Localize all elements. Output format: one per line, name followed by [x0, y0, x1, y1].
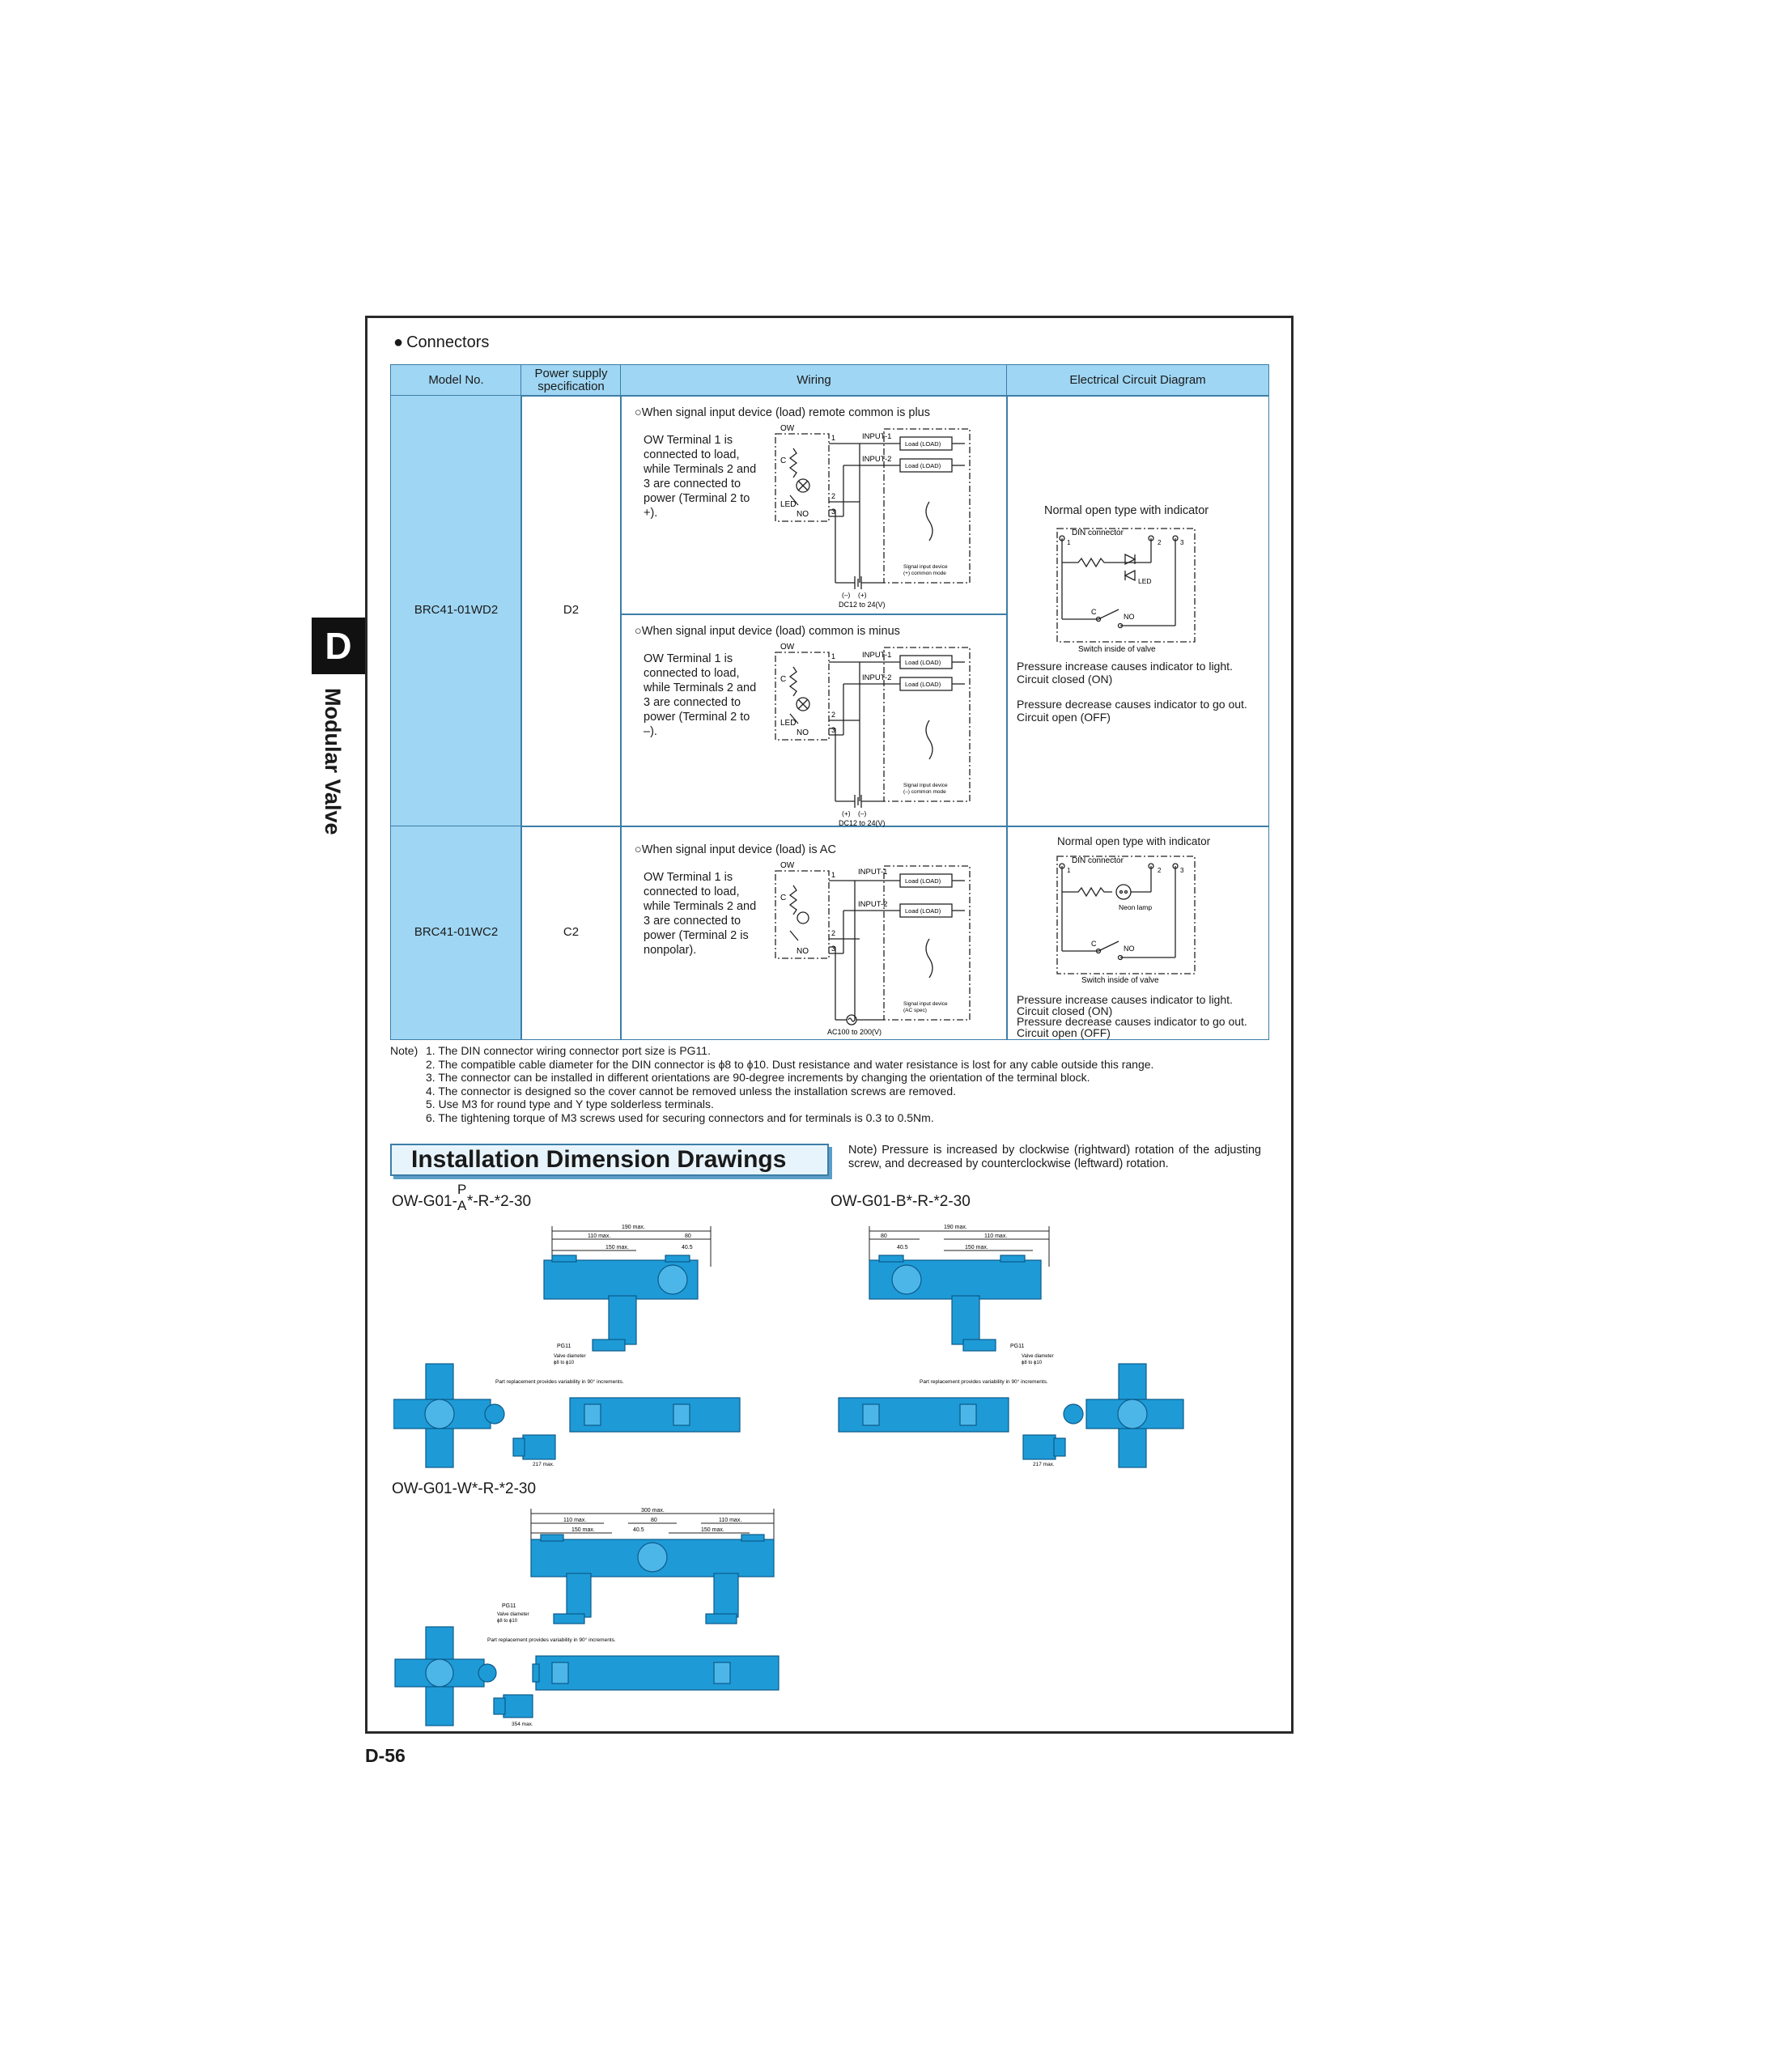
svg-text:OW: OW	[780, 424, 795, 433]
section-tab: D	[312, 618, 365, 674]
connectors-heading: ● Connectors	[393, 333, 490, 351]
svg-text:40.5: 40.5	[633, 1527, 644, 1533]
svg-text:Part replacement provides vari: Part replacement provides variability in 90° increments.	[487, 1637, 616, 1643]
svg-text:LED: LED	[780, 500, 797, 509]
svg-text:110 max.: 110 max.	[563, 1518, 587, 1523]
svg-text:300 max.: 300 max.	[641, 1508, 665, 1514]
svg-text:150 max.: 150 max.	[571, 1527, 595, 1533]
svg-text:110 max.: 110 max.	[719, 1518, 742, 1523]
drawing1	[393, 1218, 766, 1469]
svg-text:Load (LOAD): Load (LOAD)	[905, 877, 941, 885]
connectors-table	[390, 364, 1269, 1040]
drawing2	[831, 1218, 1211, 1469]
svg-text:2: 2	[831, 492, 836, 500]
svg-text:INPUT-2: INPUT-2	[858, 900, 888, 909]
svg-text:Part replacement provides vari: Part replacement provides variability in 90° increments.	[920, 1379, 1048, 1385]
svg-text:110 max.: 110 max.	[588, 1233, 611, 1239]
svg-text:150 max.: 150 max.	[701, 1527, 724, 1533]
svg-text:190 max.: 190 max.	[944, 1225, 967, 1230]
wiring1-diagram	[771, 421, 1005, 611]
svg-text:DIN connector: DIN connector	[1072, 529, 1124, 537]
svg-text:Neon lamp: Neon lamp	[1119, 903, 1153, 911]
svg-text:(–) common mode: (–) common mode	[903, 789, 946, 795]
svg-text:OW: OW	[780, 643, 795, 652]
drawing3	[393, 1505, 814, 1728]
svg-text:ϕ8 to ϕ10: ϕ8 to ϕ10	[497, 1619, 518, 1624]
svg-text:NO: NO	[1124, 613, 1135, 621]
drawing3-label: OW-G01-W*-R-*2-30	[392, 1480, 537, 1497]
wiring3-title: ○When signal input device (load) is AC	[635, 843, 836, 856]
row1-model: BRC41-01WD2	[414, 603, 499, 617]
circuit1-title: Normal open type with indicator	[1044, 504, 1209, 517]
circuit2-note2: Pressure decrease causes indicator to go out. Circuit open (OFF)	[1017, 1015, 1247, 1039]
svg-text:INPUT-2: INPUT-2	[862, 673, 892, 682]
row2-model: BRC41-01WC2	[414, 925, 499, 939]
svg-text:Signal input device: Signal input device	[903, 783, 948, 788]
svg-text:3: 3	[1180, 867, 1184, 874]
svg-text:Signal input device: Signal input device	[903, 564, 948, 570]
wiring3-desc: OW Terminal 1 is connected to load, while Terminals 2 and 3 are connected to power (Terminal 2 is nonpolar).	[644, 871, 757, 957]
circuit2-note1: Pressure increase causes indicator to light. Circuit closed (ON)	[1017, 993, 1233, 1017]
svg-text:354 max.: 354 max.	[512, 1722, 533, 1727]
svg-text:INPUT-2: INPUT-2	[862, 455, 892, 464]
circuit2-diagram	[1054, 850, 1216, 983]
svg-text:C: C	[780, 894, 787, 902]
svg-text:1: 1	[831, 652, 836, 660]
svg-text:INPUT-1: INPUT-1	[858, 868, 888, 877]
wiring2-diagram	[771, 639, 1005, 830]
svg-text:1: 1	[1067, 867, 1071, 874]
page-number: D-56	[365, 1745, 406, 1766]
svg-text:3: 3	[831, 507, 836, 516]
svg-text:Switch inside of valve: Switch inside of valve	[1078, 645, 1156, 652]
svg-text:DC12 to 24(V): DC12 to 24(V)	[839, 601, 886, 609]
svg-text:(–): (–)	[842, 591, 851, 599]
svg-text:3: 3	[1180, 539, 1184, 546]
header-wiring: Wiring	[620, 364, 1008, 397]
svg-text:PG11: PG11	[557, 1344, 571, 1349]
svg-text:1: 1	[831, 434, 836, 442]
svg-text:40.5: 40.5	[897, 1245, 908, 1250]
svg-text:2: 2	[1158, 539, 1162, 546]
row2-power: C2	[563, 925, 580, 939]
svg-text:Valve diameter: Valve diameter	[554, 1354, 586, 1359]
connector-notes: Note) 1. The DIN connector wiring connector port size is PG11. 2. The compatible cable diameter for the DIN connector is ϕ8 to ϕ10. Dust resistance and water resistance is lost for any cable outside this range. 3. The connector can be installed in different orientations are 90-degree increments by changing the orientation of the terminal block. 4. The connector is designed so the cover cannot be removed unless the installation screws are removed. 5. Use M3 for round type and Y type solderless terminals. 6. The tightening torque of M3 screws used for securing connectors and for terminals is 0.3 to 0.5Nm.	[390, 1044, 1154, 1124]
section-label: Modular Valve	[321, 688, 345, 835]
circuit1-diagram	[1054, 522, 1216, 652]
circuit1-note1: Pressure increase causes indicator to light. Circuit closed (ON)	[1017, 660, 1233, 686]
svg-text:NO: NO	[797, 510, 809, 519]
row1-power: D2	[563, 603, 580, 617]
svg-text:3: 3	[831, 726, 836, 734]
header-power: Power supply specification	[520, 364, 622, 397]
svg-text:3: 3	[831, 945, 836, 953]
installation-note: Note) Pressure is increased by clockwise (rightward) rotation of the adjusting screw, and decreased by counterclockwise (leftward) rotation.	[848, 1144, 1261, 1170]
circuit2-title: Normal open type with indicator	[1057, 835, 1211, 847]
svg-text:LED: LED	[1138, 577, 1152, 585]
svg-text:110 max.: 110 max.	[984, 1233, 1008, 1239]
svg-text:(–): (–)	[858, 809, 867, 817]
svg-text:AC100 to 200(V): AC100 to 200(V)	[827, 1028, 882, 1036]
svg-text:(+) common mode: (+) common mode	[903, 571, 946, 576]
svg-text:Valve diameter: Valve diameter	[497, 1612, 529, 1617]
wiring1-title: ○When signal input device (load) remote common is plus	[635, 406, 930, 419]
svg-text:2: 2	[831, 929, 836, 937]
drawing1-label: OW-G01- P A *-R-*2-30	[392, 1182, 532, 1213]
svg-text:80: 80	[651, 1518, 657, 1523]
svg-text:Switch inside of valve: Switch inside of valve	[1081, 976, 1159, 983]
svg-text:Valve diameter: Valve diameter	[1022, 1354, 1054, 1359]
svg-text:217 max.: 217 max.	[1033, 1462, 1055, 1467]
wiring2-title: ○When signal input device (load) common is minus	[635, 625, 900, 638]
svg-text:C: C	[780, 675, 787, 684]
svg-text:Load (LOAD): Load (LOAD)	[905, 462, 941, 469]
svg-text:PG11: PG11	[502, 1603, 516, 1609]
svg-text:150 max.: 150 max.	[605, 1245, 629, 1250]
svg-text:Signal input device: Signal input device	[903, 1001, 948, 1007]
svg-text:1: 1	[1067, 539, 1071, 546]
installation-title: Installation Dimension Drawings	[390, 1144, 829, 1176]
svg-text:Load (LOAD): Load (LOAD)	[905, 659, 941, 666]
svg-text:C: C	[780, 456, 787, 465]
svg-text:PG11: PG11	[1010, 1344, 1025, 1349]
svg-text:(AC spec): (AC spec)	[903, 1008, 927, 1013]
svg-text:OW: OW	[780, 861, 795, 870]
svg-text:DC12 to 24(V): DC12 to 24(V)	[839, 819, 886, 827]
wiring3-diagram	[771, 858, 1005, 1040]
svg-text:LED: LED	[780, 719, 797, 728]
svg-text:217 max.: 217 max.	[533, 1462, 554, 1467]
svg-text:NO: NO	[797, 947, 809, 956]
svg-text:80: 80	[881, 1233, 887, 1239]
svg-text:NO: NO	[797, 728, 809, 737]
svg-text:40.5: 40.5	[682, 1245, 693, 1250]
svg-text:Part replacement provides vari: Part replacement provides variability in 90° increments.	[495, 1379, 624, 1385]
svg-text:DIN connector: DIN connector	[1072, 856, 1124, 865]
drawing2-label: OW-G01-B*-R-*2-30	[831, 1193, 971, 1210]
svg-text:INPUT-1: INPUT-1	[862, 432, 892, 441]
header-model: Model No.	[390, 364, 522, 397]
svg-text:NO: NO	[1124, 945, 1135, 953]
svg-text:Load (LOAD): Load (LOAD)	[905, 440, 941, 448]
svg-text:(+): (+)	[858, 591, 867, 599]
svg-text:2: 2	[831, 711, 836, 719]
svg-text:ϕ8 to ϕ10: ϕ8 to ϕ10	[1022, 1361, 1043, 1365]
svg-text:Load (LOAD): Load (LOAD)	[905, 681, 941, 688]
svg-text:ϕ8 to ϕ10: ϕ8 to ϕ10	[554, 1361, 575, 1365]
svg-text:Load (LOAD): Load (LOAD)	[905, 907, 941, 915]
svg-text:80: 80	[685, 1233, 691, 1239]
svg-text:C: C	[1091, 608, 1097, 616]
svg-text:150 max.: 150 max.	[965, 1245, 988, 1250]
svg-text:190 max.: 190 max.	[622, 1225, 645, 1230]
wiring1-desc: OW Terminal 1 is connected to load, while Terminals 2 and 3 are connected to power (Terminal 2 to +).	[644, 434, 757, 520]
header-circuit: Electrical Circuit Diagram	[1006, 364, 1269, 397]
svg-text:2: 2	[1158, 867, 1162, 874]
svg-text:INPUT-1: INPUT-1	[862, 651, 892, 660]
svg-text:(+): (+)	[842, 809, 851, 817]
svg-text:1: 1	[831, 871, 836, 879]
svg-text:C: C	[1091, 940, 1097, 948]
wiring2-desc: OW Terminal 1 is connected to load, while Terminals 2 and 3 are connected to power (Terminal 2 to –).	[644, 652, 757, 738]
circuit1-note2: Pressure decrease causes indicator to go out. Circuit open (OFF)	[1017, 698, 1247, 724]
